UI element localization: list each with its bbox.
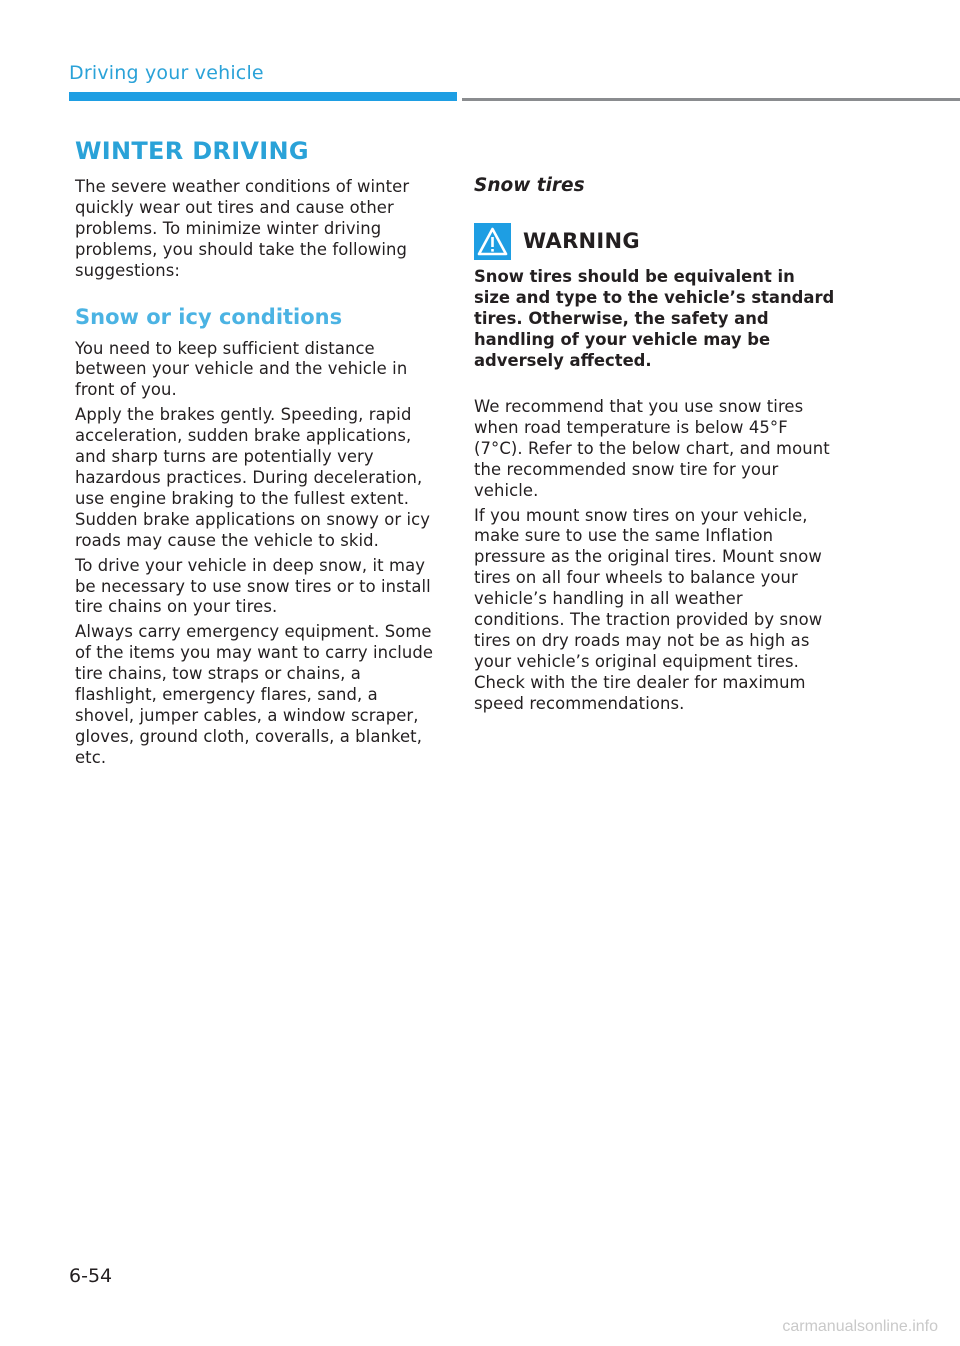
intro-paragraph: The severe weather conditions of winter quickly wear out tires and cause other problems. To minimize winter driving problems, you should take the following suggestions: [75,177,410,280]
left-column [75,134,437,773]
body-paragraph: If you mount snow tires on your vehicle, make sure to use the same Inflation pressure as the original tires. Mount snow tires on all four wheels to balance your vehicle’s handling in all weather conditions. The traction provided by snow tires on dry roads may not be as high as your vehicle’s original equipment tires. Check with the tire dealer for maximum speed recommendations. [474,505,823,713]
body-paragraph: Apply the brakes gently. Speeding, rapid acceleration, sudden brake applications, and sharp turns are potentially very hazardous practices. During deceleration, use engine braking to the fullest extent. Sudden brake applications on snowy or icy roads may cause the vehicle to skid. [75,405,431,550]
body-paragraph: You need to keep sufficient distance between your vehicle and the vehicle in front of you. [75,338,408,400]
snow-tires-heading: Snow tires [474,175,585,196]
warning-header [474,222,836,260]
warning-text: Snow tires should be equivalent in size and type to the vehicle’s standard tires. Otherwise, the safety and handling of your vehicle may be adversely affected. [474,267,835,370]
warning-triangle-icon [474,223,511,260]
body-paragraph: To drive your vehicle in deep snow, it may be necessary to use snow tires or to install tire chains on your tires. [75,555,431,617]
watermark: carmanualsonline.info [782,1318,938,1335]
header-divider-line [462,98,960,101]
running-header: Driving your vehicle [69,62,264,84]
body-paragraph: We recommend that you use snow tires when road temperature is below 45°F (7°C). Refer to the below chart, and mount the recommended snow tire for your vehicle. [474,397,830,500]
page-number: 6-54 [69,1265,113,1287]
section-title: WINTER DRIVING [75,137,309,165]
snow-icy-heading: Snow or icy conditions [75,304,343,329]
body-paragraph: Always carry emergency equipment. Some of the items you may want to carry include tire chains, tow straps or chains, a flashlight, emergency flares, sand, a shovel, jumper cables, a window scraper, gloves, ground cloth, coveralls, a blanket, etc. [75,622,434,767]
right-column [474,172,836,719]
warning-label: WARNING [523,229,640,253]
header-accent-bar [69,92,457,101]
